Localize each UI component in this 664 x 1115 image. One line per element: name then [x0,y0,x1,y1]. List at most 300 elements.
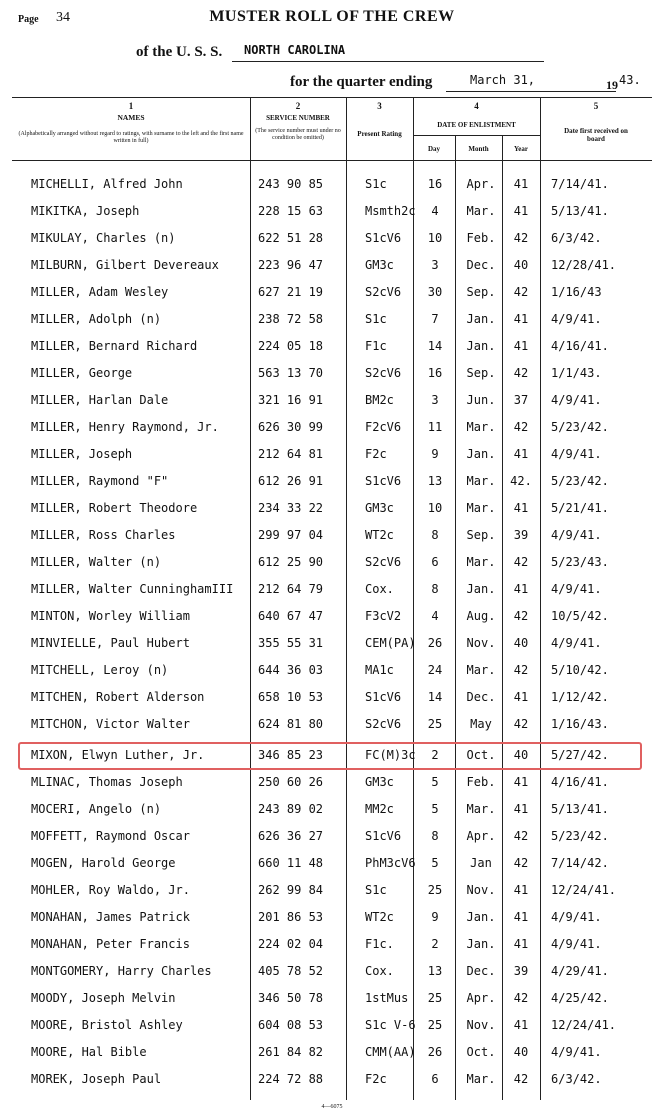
enlistment-day: 8 [431,829,439,843]
present-rating: MM2c [365,802,394,816]
enlistment-year: 42 [513,1072,529,1086]
present-rating: PhM3cV6 [365,856,416,870]
table-row [0,231,664,258]
enlistment-year: 41 [513,339,529,353]
enlistment-day: 9 [431,910,439,924]
enlistment-year: 41 [513,204,529,218]
service-number: 201 86 53 [258,910,324,924]
table-row [0,312,664,339]
quarter-year-suffix: 43. [619,73,641,87]
table-row [0,582,664,609]
enlistment-year: 42 [513,555,529,569]
enlistment-month: Apr. [466,177,496,191]
crew-name: MOODY, Joseph Melvin [31,991,176,1005]
date-received: 7/14/42. [551,856,609,870]
table-row [0,447,664,474]
present-rating: S2cV6 [365,285,402,299]
crew-name: MONAHAN, James Patrick [31,910,190,924]
enlistment-year: 41 [513,1018,529,1032]
column-number: 4 [474,101,479,111]
present-rating: S2cV6 [365,555,402,569]
enlistment-month: May [470,717,492,731]
date-received: 6/3/42. [551,1072,602,1086]
date-received: 4/25/42. [551,991,609,1005]
enlistment-year: 42 [513,231,529,245]
service-number: 234 33 22 [258,501,324,515]
enlistment-month: Mar. [466,204,496,218]
crew-name: MITCHEN, Robert Alderson [31,690,205,704]
enlistment-year: 42 [513,717,529,731]
enlistment-day: 26 [427,1045,443,1059]
enlistment-day: 14 [427,339,443,353]
present-rating: F2c [365,447,387,461]
date-received: 5/21/41. [551,501,609,515]
crew-name: MILLER, Bernard Richard [31,339,198,353]
ship-name-underline [232,61,544,62]
date-received: 1/16/43. [551,717,609,731]
column-header-service-number-note: (The service number must under no condition be omitted) [255,128,341,141]
enlistment-subheader-rule [413,135,540,136]
date-received: 1/1/43. [551,366,602,380]
service-number: 626 30 99 [258,420,324,434]
table-row [0,393,664,420]
crew-name: MILLER, Henry Raymond, Jr. [31,420,219,434]
service-number: 250 60 26 [258,775,324,789]
enlistment-year: 41 [513,501,529,515]
enlistment-year: 42 [513,856,529,870]
enlistment-day: 13 [427,474,443,488]
enlistment-month: Jan [470,856,492,870]
service-number: 299 97 04 [258,528,324,542]
crew-name: MILLER, Walter CunninghamIII [31,582,234,596]
crew-name: MONAHAN, Peter Francis [31,937,190,951]
date-received: 1/12/42. [551,690,609,704]
enlistment-day: 2 [431,748,439,762]
enlistment-year: 42 [513,829,529,843]
service-number: 224 02 04 [258,937,324,951]
enlistment-month: Jan. [466,910,496,924]
enlistment-year: 42 [513,609,529,623]
enlistment-year: 41 [513,937,529,951]
enlistment-year: 41 [513,582,529,596]
enlistment-day: 5 [431,856,439,870]
column-number: 5 [593,101,599,111]
date-received: 12/24/41. [551,883,617,897]
date-received: 7/14/41. [551,177,609,191]
service-number: 640 67 47 [258,609,324,623]
present-rating: CMM(AA) [365,1045,416,1059]
quarter-year-prefix: 19 [606,78,618,92]
date-received: 6/3/42. [551,231,602,245]
enlistment-year: 42 [513,420,529,434]
enlistment-day: 2 [431,937,439,951]
crew-name: MILBURN, Gilbert Devereaux [31,258,219,272]
column-header-day: Day [427,145,441,153]
enlistment-month: Jan. [466,312,496,326]
date-received: 5/13/41. [551,204,609,218]
crew-name: MIKITKA, Joseph [31,204,140,218]
table-row [0,474,664,501]
date-received: 5/13/41. [551,802,609,816]
service-number: 261 84 82 [258,1045,324,1059]
service-number: 346 85 23 [258,748,324,762]
crew-name: MOREK, Joseph Paul [31,1072,162,1086]
date-received: 4/9/41. [551,393,602,407]
present-rating: F3cV2 [365,609,402,623]
enlistment-day: 3 [431,258,439,272]
table-row [0,856,664,883]
enlistment-day: 9 [431,447,439,461]
service-number: 604 08 53 [258,1018,324,1032]
quarter-date: March 31, [470,73,536,87]
enlistment-year: 42 [513,285,529,299]
table-row [0,258,664,285]
enlistment-month: Mar. [466,802,496,816]
present-rating: BM2c [365,393,394,407]
enlistment-month: Dec. [466,964,496,978]
service-number: 660 11 48 [258,856,324,870]
table-row [0,1045,664,1072]
table-row [0,420,664,447]
present-rating: S1cV6 [365,690,402,704]
column-header-date-received: Date first received on board [564,127,628,143]
crew-name: MOORE, Bristol Ashley [31,1018,183,1032]
date-received: 1/16/43 [551,285,602,299]
date-received: 4/16/41. [551,775,609,789]
crew-name: MOORE, Hal Bible [31,1045,147,1059]
date-received: 4/29/41. [551,964,609,978]
date-received: 4/9/41. [551,636,602,650]
table-row [0,285,664,312]
enlistment-year: 39 [513,964,529,978]
column-number: 3 [377,101,382,111]
table-row [0,937,664,964]
enlistment-month: Sep. [466,528,496,542]
date-received: 5/23/42. [551,420,609,434]
enlistment-year: 41 [513,910,529,924]
enlistment-year: 42 [513,366,529,380]
table-row [0,177,664,204]
table-row [0,690,664,717]
present-rating: S1c [365,177,387,191]
crew-name: MIKULAY, Charles (n) [31,231,176,245]
service-number: 622 51 28 [258,231,324,245]
enlistment-year: 40 [513,258,529,272]
crew-name: MITCHELL, Leroy (n) [31,663,169,677]
enlistment-day: 30 [427,285,443,299]
enlistment-year: 40 [513,636,529,650]
table-row [0,802,664,829]
crew-name: MOFFETT, Raymond Oscar [31,829,190,843]
table-row [0,663,664,690]
enlistment-day: 6 [431,555,439,569]
quarter-label: for the quarter ending [290,74,433,90]
enlistment-month: Mar. [466,663,496,677]
service-number: 212 64 81 [258,447,324,461]
column-number: 1 [128,101,134,111]
enlistment-day: 16 [427,177,443,191]
enlistment-month: Jan. [466,937,496,951]
date-received: 5/27/42. [551,748,609,762]
enlistment-month: Feb. [466,775,496,789]
service-number: 212 64 79 [258,582,324,596]
table-row [0,204,664,231]
row-highlight-box [18,742,642,770]
column-header-names: NAMES [117,113,145,122]
service-number: 243 89 02 [258,802,324,816]
present-rating: Cox. [365,582,394,596]
service-number: 658 10 53 [258,690,324,704]
present-rating: S1cV6 [365,231,402,245]
date-received: 5/10/42. [551,663,609,677]
crew-name: MOHLER, Roy Waldo, Jr. [31,883,190,897]
table-row [0,501,664,528]
date-received: 10/5/42. [551,609,609,623]
enlistment-month: Jun. [466,393,496,407]
enlistment-day: 25 [427,991,443,1005]
present-rating: S1cV6 [365,829,402,843]
crew-name: MOCERI, Angelo (n) [31,802,162,816]
column-header-service-number: SERVICE NUMBER [266,114,330,122]
date-received: 5/23/43. [551,555,609,569]
column-header-date-of-enlistment: DATE OF ENLISTMENT [437,121,516,129]
enlistment-month: Aug. [466,609,496,623]
crew-name: MILLER, Walter (n) [31,555,162,569]
table-row [0,555,664,582]
page-label: Page [18,14,39,25]
enlistment-day: 26 [427,636,443,650]
table-row [0,339,664,366]
enlistment-year: 40 [513,1045,529,1059]
enlistment-month: Feb. [466,231,496,245]
enlistment-day: 25 [427,717,443,731]
column-number: 2 [295,101,301,111]
present-rating: S2cV6 [365,366,402,380]
date-received: 4/9/41. [551,937,602,951]
present-rating: S1cV6 [365,474,402,488]
service-number: 626 36 27 [258,829,324,843]
enlistment-month: Jan. [466,339,496,353]
enlistment-month: Nov. [466,883,496,897]
crew-name: MILLER, Harlan Dale [31,393,169,407]
present-rating: S2cV6 [365,717,402,731]
enlistment-year: 40 [513,748,529,762]
table-row [0,829,664,856]
date-received: 12/28/41. [551,258,617,272]
crew-name: MOGEN, Harold George [31,856,176,870]
enlistment-day: 4 [431,609,439,623]
table-row [0,964,664,991]
column-header-month: Month [468,145,489,153]
service-number: 262 99 84 [258,883,324,897]
present-rating: 1stMus [365,991,409,1005]
enlistment-day: 25 [427,1018,443,1032]
table-row [0,991,664,1018]
service-number: 224 05 18 [258,339,324,353]
present-rating: S1c [365,883,387,897]
enlistment-month: Nov. [466,1018,496,1032]
page-number: 34 [56,10,70,25]
table-row [0,1072,664,1099]
enlistment-month: Sep. [466,285,496,299]
present-rating: WT2c [365,910,394,924]
enlistment-month: Sep. [466,366,496,380]
present-rating: FC(M)3c [365,748,416,762]
service-number: 563 13 70 [258,366,324,380]
enlistment-month: Dec. [466,690,496,704]
present-rating: F2cV6 [365,420,402,434]
date-received: 5/23/42. [551,474,609,488]
crew-name: MITCHON, Victor Walter [31,717,190,731]
table-row [0,636,664,663]
crew-name: MICHELLI, Alfred John [31,177,183,191]
date-received: 4/9/41. [551,447,602,461]
service-number: 224 72 88 [258,1072,324,1086]
enlistment-year: 37 [513,393,529,407]
enlistment-day: 7 [431,312,439,326]
present-rating: F1c [365,339,387,353]
table-row [0,609,664,636]
date-received: 5/23/42. [551,829,609,843]
date-received: 12/24/41. [551,1018,617,1032]
enlistment-month: Apr. [466,991,496,1005]
document-title: MUSTER ROLL OF THE CREW [209,8,455,25]
table-row [0,366,664,393]
enlistment-day: 3 [431,393,439,407]
enlistment-day: 16 [427,366,443,380]
enlistment-day: 10 [427,501,443,515]
date-received: 4/16/41. [551,339,609,353]
service-number: 238 72 58 [258,312,324,326]
enlistment-year: 41 [513,802,529,816]
enlistment-day: 6 [431,1072,439,1086]
table-header-rule [12,160,652,161]
crew-name: MIXON, Elwyn Luther, Jr. [31,748,205,762]
service-number: 405 78 52 [258,964,324,978]
service-number: 624 81 80 [258,717,324,731]
crew-name: MILLER, Robert Theodore [31,501,198,515]
enlistment-year: 41 [513,177,529,191]
crew-name: MLINAC, Thomas Joseph [31,775,183,789]
service-number: 627 21 19 [258,285,324,299]
enlistment-month: Jan. [466,447,496,461]
enlistment-month: Dec. [466,258,496,272]
enlistment-year: 42. [510,474,532,488]
enlistment-day: 13 [427,964,443,978]
present-rating: WT2c [365,528,394,542]
table-row [0,528,664,555]
enlistment-day: 11 [427,420,443,434]
column-header-present-rating: Present Rating [357,130,402,138]
enlistment-year: 41 [513,447,529,461]
enlistment-month: Jan. [466,582,496,596]
date-received: 4/9/41. [551,312,602,326]
enlistment-day: 24 [427,663,443,677]
ship-name: NORTH CAROLINA [244,43,346,57]
service-number: 355 55 31 [258,636,324,650]
enlistment-day: 5 [431,775,439,789]
crew-name: MILLER, Adolph (n) [31,312,162,326]
date-received: 4/9/41. [551,910,602,924]
table-row [0,1018,664,1045]
present-rating: CEM(PA) [365,636,416,650]
crew-name: MINTON, Worley William [31,609,190,623]
crew-name: MILLER, Adam Wesley [31,285,169,299]
service-number: 223 96 47 [258,258,324,272]
present-rating: Msmth2c [365,204,416,218]
date-received: 4/9/41. [551,528,602,542]
present-rating: Cox. [365,964,394,978]
enlistment-day: 4 [431,204,439,218]
enlistment-year: 42 [513,991,529,1005]
service-number: 644 36 03 [258,663,324,677]
table-top-rule [12,97,652,98]
present-rating: MA1c [365,663,394,677]
present-rating: F1c. [365,937,394,951]
service-number: 321 16 91 [258,393,324,407]
present-rating: GM3c [365,775,394,789]
present-rating: GM3c [365,501,394,515]
quarter-underline [446,91,616,92]
enlistment-year: 41 [513,312,529,326]
table-row [0,910,664,937]
service-number: 243 90 85 [258,177,324,191]
enlistment-day: 8 [431,528,439,542]
crew-name: MINVIELLE, Paul Hubert [31,636,190,650]
table-row [0,883,664,910]
enlistment-day: 5 [431,802,439,816]
enlistment-day: 10 [427,231,443,245]
present-rating: S1c [365,312,387,326]
enlistment-month: Mar. [466,1072,496,1086]
enlistment-year: 41 [513,690,529,704]
enlistment-month: Mar. [466,420,496,434]
enlistment-year: 41 [513,775,529,789]
ship-label: of the U. S. S. [136,44,223,60]
present-rating: S1c V-6 [365,1018,416,1032]
enlistment-year: 42 [513,663,529,677]
enlistment-month: Nov. [466,636,496,650]
enlistment-day: 25 [427,883,443,897]
column-header-names-note: (Alphabetically arranged without regard to ratings, with surname to the left and the first name written in full) [18,131,244,144]
form-code: 4—6075 [321,1104,343,1110]
enlistment-month: Oct. [466,748,496,762]
date-received: 4/9/41. [551,582,602,596]
enlistment-month: Apr. [466,829,496,843]
present-rating: GM3c [365,258,394,272]
enlistment-month: Mar. [466,555,496,569]
enlistment-day: 14 [427,690,443,704]
service-number: 228 15 63 [258,204,324,218]
enlistment-month: Mar. [466,474,496,488]
date-received: 4/9/41. [551,1045,602,1059]
crew-name: MILLER, Ross Charles [31,528,176,542]
service-number: 346 50 78 [258,991,324,1005]
crew-name: MONTGOMERY, Harry Charles [31,964,212,978]
crew-name: MILLER, George [31,366,133,380]
enlistment-day: 8 [431,582,439,596]
service-number: 612 25 90 [258,555,324,569]
column-header-year: Year [514,145,528,153]
service-number: 612 26 91 [258,474,324,488]
enlistment-month: Mar. [466,501,496,515]
enlistment-year: 41 [513,883,529,897]
table-row [0,717,664,744]
table-row [0,775,664,802]
enlistment-year: 39 [513,528,529,542]
present-rating: F2c [365,1072,387,1086]
crew-name: MILLER, Joseph [31,447,133,461]
